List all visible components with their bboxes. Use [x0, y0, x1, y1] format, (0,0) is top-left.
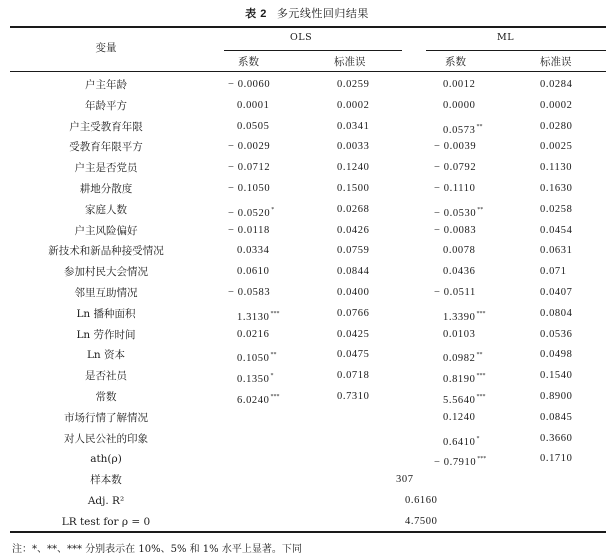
ml-coef-cell — [434, 452, 486, 470]
ols-coef-cell-text: − 0.0118 — [228, 224, 270, 236]
ml-se-cell-text: 0.0536 — [540, 328, 573, 340]
header-rule — [10, 71, 606, 72]
bottom-rule — [10, 531, 606, 533]
ols-coef-cell — [237, 369, 273, 387]
significance-stars: *** — [270, 310, 280, 317]
ols-group-header: OLS — [290, 32, 313, 43]
ols-coef-cell — [228, 224, 270, 238]
row-label-text: Ln 劳作时间 — [76, 328, 136, 341]
ols-se-cell — [337, 348, 369, 362]
footer-row-value-text: 4.7500 — [405, 515, 438, 527]
ml-coef-cell — [434, 161, 476, 175]
row-label — [10, 411, 202, 425]
ols-se-cell — [337, 78, 369, 92]
ml-coef-cell — [443, 307, 485, 325]
ml-se-cell — [540, 265, 567, 279]
ols-coef-cell-text: 0.1050 — [237, 353, 270, 365]
ols-coef-cell — [237, 99, 269, 113]
row-label-text: 新技术和新品种接受情况 — [48, 245, 164, 258]
ols-se-cell-text: 0.0033 — [337, 141, 370, 153]
ml-se-cell-text: 0.0284 — [540, 79, 573, 90]
ols-se-cell — [337, 265, 369, 279]
ml-coef-cell — [443, 411, 475, 425]
footer-row-label-text: LR test for ρ = 0 — [61, 515, 151, 528]
ml-coef-cell — [434, 182, 475, 196]
row-label-text: 常数 — [95, 391, 117, 403]
row-label — [10, 161, 202, 175]
row-label — [10, 452, 202, 466]
significance-stars: *** — [270, 394, 280, 400]
ols-coef-cell-text: 6.0240 — [237, 395, 270, 406]
row-label — [10, 182, 202, 196]
table-caption — [0, 5, 614, 21]
ols-se-cell-text: 0.0759 — [337, 245, 370, 257]
ml-coef-cell-text: 0.0436 — [443, 266, 476, 278]
ols-se-cell-text: 0.0718 — [337, 370, 370, 382]
significance-stars: *** — [476, 394, 486, 400]
row-label — [10, 140, 202, 154]
ml-coef-cell-text: 1.3390 — [443, 311, 476, 323]
ols-coef-cell — [237, 265, 269, 279]
ols-se-cell — [337, 307, 369, 321]
ml-se-cell — [540, 244, 572, 258]
ml-se-cell-text: 0.0025 — [540, 141, 573, 153]
table-title: 多元线性回归结果 — [276, 7, 369, 20]
ml-se-cell — [540, 203, 572, 217]
row-label-text: 邻里互助情况 — [74, 287, 138, 299]
row-label-text: 户主年龄 — [85, 79, 127, 91]
ols-coef-cell — [237, 390, 279, 408]
ml-se-cell-text: 0.0845 — [540, 411, 573, 423]
ols-coef-cell-text: 0.0334 — [237, 245, 270, 257]
row-label — [10, 224, 202, 238]
ols-coef-cell — [237, 120, 269, 134]
ols-coef-cell — [237, 328, 269, 342]
ml-coef-cell-text: 0.0573 — [443, 124, 476, 136]
ols-coef-cell-text: 0.0216 — [237, 328, 270, 340]
ml-se-cell-text: 0.0498 — [540, 349, 573, 361]
ols-se-cell — [337, 203, 369, 217]
ml-coef-cell-text: 0.0103 — [443, 328, 476, 340]
ols-coef-cell-text: 0.0610 — [237, 266, 270, 278]
ml-coef-cell — [443, 432, 479, 450]
table-note: 注：*、**、*** 分别表示在 10%、5% 和 1% 水平上显著。下同 — [12, 544, 302, 555]
row-label-text: 是否社员 — [85, 370, 127, 383]
ml-coef-cell-text: − 0.0083 — [434, 224, 477, 236]
ml-se-cell — [540, 161, 572, 175]
ml-group-header: ML — [497, 32, 515, 43]
ols-coef-cell-text: − 0.0712 — [228, 162, 271, 174]
ols-se-cell — [337, 224, 369, 238]
significance-stars: * — [476, 435, 480, 442]
row-label — [10, 99, 202, 113]
ml-se-cell — [540, 328, 572, 342]
ml-underline — [426, 50, 606, 51]
top-rule — [10, 26, 606, 28]
footer-row-value — [405, 515, 437, 529]
footer-row-value-text: 307 — [396, 474, 414, 486]
ml-se-cell-text: 0.1710 — [540, 453, 573, 465]
ols-se-cell-text: 0.0268 — [337, 203, 370, 215]
ols-se-cell — [337, 161, 369, 175]
ml-se-cell — [540, 99, 572, 113]
ols-coef-header: 系数 — [238, 56, 259, 68]
row-label — [10, 307, 202, 321]
row-label-text: ath(ρ) — [90, 453, 122, 466]
ml-se-cell — [540, 369, 572, 383]
row-label-text: 市场行情了解情况 — [64, 411, 148, 424]
table-number: 表 2 — [245, 8, 267, 20]
ols-se-cell-text: 0.0426 — [337, 224, 370, 236]
ml-se-cell-text: 0.8900 — [540, 391, 573, 402]
ml-se-cell-text: 0.0454 — [540, 224, 573, 236]
row-label — [10, 369, 202, 383]
ols-coef-cell-text: − 0.0583 — [228, 287, 271, 298]
row-label-text: 家庭人数 — [85, 203, 127, 216]
row-label-text: 户主受教育年限 — [69, 120, 143, 133]
ml-coef-cell — [434, 140, 476, 154]
ml-se-cell-text: 0.0631 — [540, 245, 573, 257]
ml-se-cell — [540, 452, 572, 466]
row-label-text: Ln 播种面积 — [76, 307, 136, 320]
significance-stars: *** — [477, 456, 487, 463]
ols-coef-cell-text: 1.3130 — [237, 311, 270, 323]
ml-coef-cell — [443, 78, 475, 92]
ml-coef-cell — [434, 203, 483, 221]
row-label — [10, 78, 202, 92]
ml-coef-cell-text: 0.0000 — [443, 99, 476, 111]
ols-coef-cell — [237, 244, 269, 258]
row-label-text: 户主风险偏好 — [74, 224, 138, 237]
ml-se-cell-text: 0.1130 — [540, 162, 573, 174]
footer-row-label-text: 样本数 — [90, 474, 122, 487]
row-label — [10, 244, 202, 258]
footer-row-value — [405, 494, 437, 508]
ols-coef-cell — [228, 161, 270, 175]
ml-se-cell — [540, 348, 572, 362]
ml-se-cell-text: 0.0002 — [540, 99, 573, 111]
ml-coef-cell-text: 5.5640 — [443, 395, 476, 406]
ml-coef-cell-text: − 0.0039 — [434, 141, 477, 153]
ols-se-cell — [337, 140, 369, 154]
footer-row-label — [10, 494, 202, 508]
ml-coef-cell — [443, 390, 485, 408]
footer-row-label — [10, 473, 202, 487]
ml-se-cell — [540, 390, 572, 404]
ols-coef-cell — [237, 307, 279, 325]
ml-coef-cell-text: − 0.0511 — [434, 287, 476, 298]
significance-stars: ** — [270, 352, 277, 359]
ml-coef-cell-text: − 0.0530 — [434, 207, 477, 219]
ols-se-header: 标准误 — [334, 56, 366, 68]
ols-se-cell — [337, 286, 369, 300]
ols-coef-cell — [228, 140, 270, 154]
ml-coef-cell — [443, 369, 485, 387]
ols-se-cell-text: 0.7310 — [337, 391, 370, 402]
ml-coef-cell-text: 0.6410 — [443, 436, 476, 448]
ml-coef-cell — [443, 328, 475, 342]
ols-se-cell-text: 0.1240 — [337, 162, 370, 174]
ml-coef-cell-text: − 0.0792 — [434, 162, 477, 174]
ml-coef-cell — [443, 120, 482, 138]
ml-coef-cell-text: − 0.1110 — [434, 183, 476, 194]
row-label-text: 户主是否党员 — [74, 162, 138, 175]
ols-coef-cell — [228, 286, 270, 300]
ml-se-cell-text: 0.0804 — [540, 307, 573, 319]
ml-coef-cell-text: 0.1240 — [443, 411, 476, 423]
ml-coef-cell — [434, 286, 476, 300]
footer-row-label — [10, 515, 202, 529]
ols-se-cell-text: 0.0425 — [337, 328, 370, 340]
row-label-text: 参加村民大会情况 — [64, 266, 148, 279]
row-label-text: 受教育年限平方 — [69, 141, 143, 154]
row-label — [10, 120, 202, 134]
ols-se-cell — [337, 369, 369, 383]
ols-se-cell-text: 0.0766 — [337, 307, 370, 319]
row-label-text: 年龄平方 — [85, 99, 127, 112]
row-label — [10, 265, 202, 279]
ml-se-cell — [540, 78, 572, 92]
row-label-text: 耕地分散度 — [79, 183, 133, 195]
ml-se-cell-text: 0.1540 — [540, 370, 573, 382]
ml-se-cell-text: 0.071 — [540, 266, 567, 278]
row-label — [10, 348, 202, 362]
ols-se-cell — [337, 390, 369, 404]
ols-se-cell-text: 0.0341 — [337, 120, 370, 132]
ml-se-cell-text: 0.0407 — [540, 287, 573, 298]
ols-coef-cell-text: − 0.0029 — [228, 141, 271, 153]
ml-coef-cell — [443, 99, 475, 113]
row-label — [10, 286, 202, 300]
ml-se-cell-text: 0.0258 — [540, 203, 573, 215]
row-label-text: 对人民公社的印象 — [64, 432, 148, 445]
row-label-text: Ln 资本 — [86, 349, 126, 362]
ml-se-cell-text: 0.3660 — [540, 432, 573, 444]
ols-se-cell — [337, 244, 369, 258]
ols-coef-cell-text: 0.0001 — [237, 99, 270, 111]
ols-se-cell-text: 0.1500 — [337, 183, 370, 194]
row-label — [10, 432, 202, 446]
significance-stars: * — [271, 206, 275, 213]
ols-se-cell-text: 0.0475 — [337, 349, 370, 361]
ols-coef-cell — [228, 203, 274, 221]
ols-se-cell-text: 0.0844 — [337, 266, 370, 278]
significance-stars: ** — [476, 123, 483, 130]
row-label — [10, 328, 202, 342]
significance-stars: ** — [476, 352, 483, 359]
significance-stars: ** — [477, 206, 484, 213]
ols-coef-cell-text: − 0.1050 — [228, 183, 271, 194]
ols-coef-cell-text: 0.0505 — [237, 120, 270, 132]
ml-coef-cell — [443, 265, 475, 279]
ml-se-cell — [540, 411, 572, 425]
ml-coef-cell-text: 0.0982 — [443, 353, 476, 365]
ml-se-cell — [540, 307, 572, 321]
ml-coef-cell — [443, 348, 482, 366]
ml-coef-cell — [443, 244, 475, 258]
ml-se-cell — [540, 120, 572, 134]
row-label — [10, 203, 202, 217]
ml-se-cell — [540, 140, 572, 154]
ml-coef-cell-text: 0.0078 — [443, 245, 476, 257]
ols-se-cell — [337, 182, 369, 196]
row-label — [10, 390, 202, 404]
ols-coef-cell-text: − 0.0520 — [228, 207, 271, 219]
ols-se-cell-text: 0.0002 — [337, 99, 370, 111]
ols-coef-cell-text: − 0.0060 — [228, 79, 271, 90]
ml-se-cell — [540, 224, 572, 238]
variable-header: 变量 — [95, 42, 117, 54]
ols-coef-cell-text: 0.1350 — [237, 374, 270, 386]
significance-stars: * — [270, 373, 274, 380]
significance-stars: *** — [476, 373, 486, 380]
ml-coef-cell-text: 0.8190 — [443, 374, 476, 386]
ml-se-cell-text: 0.1630 — [540, 183, 573, 194]
ml-coef-header: 系数 — [445, 56, 466, 68]
ml-coef-cell-text: 0.0012 — [443, 79, 476, 90]
ols-se-cell-text: 0.0400 — [337, 287, 370, 298]
ml-se-cell — [540, 286, 572, 300]
footer-row-value-text: 0.6160 — [405, 495, 438, 506]
ols-se-cell — [337, 328, 369, 342]
ml-se-cell — [540, 182, 572, 196]
ml-se-header: 标准误 — [540, 56, 572, 68]
ols-se-cell-text: 0.0259 — [337, 79, 370, 90]
ml-se-cell — [540, 432, 572, 446]
ml-se-cell-text: 0.0280 — [540, 120, 573, 132]
footer-row-value — [396, 473, 414, 487]
ols-se-cell — [337, 99, 369, 113]
ols-coef-cell — [237, 348, 276, 366]
ols-underline — [224, 50, 402, 51]
ols-coef-cell — [228, 78, 270, 92]
ols-se-cell — [337, 120, 369, 134]
ols-coef-cell — [228, 182, 270, 196]
significance-stars: *** — [476, 310, 486, 317]
ml-coef-cell-text: − 0.7910 — [434, 457, 477, 469]
ml-coef-cell — [434, 224, 476, 238]
footer-row-label-text: Adj. R² — [87, 495, 125, 507]
